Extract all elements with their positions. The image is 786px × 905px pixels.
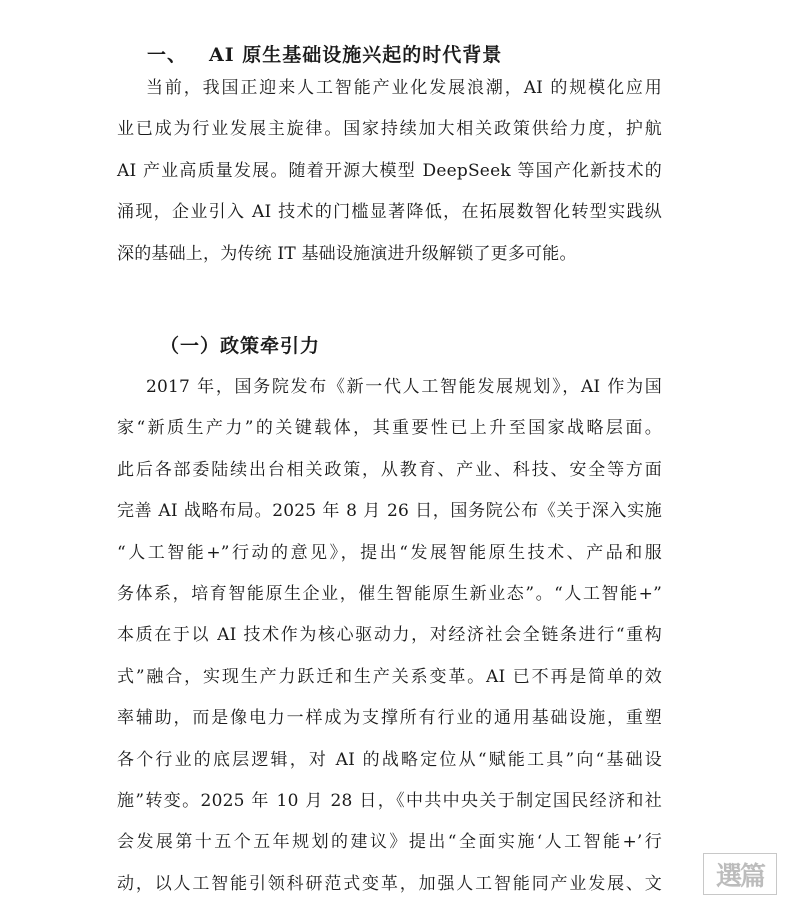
subsection-heading: （一）政策牵引力 (160, 335, 321, 357)
paragraph-line: 2017 年，国务院发布《新一代人工智能发展规划》，AI 作为国 (146, 377, 662, 397)
paragraph-line: “人工智能+”行动的意见》，提出“发展智能原生技术、产品和服 (117, 542, 662, 563)
paragraph-line: 家“新质生产力”的关键载体，其重要性已上升至国家战略层面。 (117, 418, 662, 439)
paragraph-line: 率辅助，而是像电力一样成为支撑所有行业的通用基础设施，重塑 (117, 708, 662, 729)
paragraph-line: 式”融合，实现生产力跃迁和生产关系变革。AI 已不再是简单的效 (117, 666, 662, 687)
section-title: AI 原生基础设施兴起的时代背景 (209, 44, 503, 66)
paragraph-line: 会发展第十五个五年规划的建议》提出“全面实施‘人工智能+’行 (117, 832, 662, 853)
paragraph-line: 业已成为行业发展主旋律。国家持续加大相关政策供给力度，护航 (117, 119, 662, 140)
policy-paragraph (117, 367, 662, 905)
paragraph-line: 完善 AI 战略布局。2025 年 8 月 26 日，国务院公布《关于深入实施 (117, 501, 662, 522)
paragraph-line: 此后各部委陆续出台相关政策，从教育、产业、科技、安全等方面 (117, 459, 662, 480)
paragraph-line: 深的基础上，为传统 IT 基础设施演进升级解锁了更多可能。 (117, 243, 577, 264)
watermark-logo: 選篇 (703, 853, 777, 895)
intro-paragraph (117, 68, 662, 275)
paragraph-line: 各个行业的底层逻辑，对 AI 的战略定位从“赋能工具”向“基础设 (117, 749, 662, 770)
paragraph-line: 涌现，企业引入 AI 技术的门槛显著降低，在拓展数智化转型实践纵 (117, 202, 662, 223)
paragraph-line: 动，以人工智能引领科研范式变革，加强人工智能同产业发展、文 (117, 873, 662, 894)
section-heading (147, 40, 502, 67)
paragraph-line: 务体系，培育智能原生企业，催生智能原生新业态”。“人工智能+” (117, 583, 662, 604)
paragraph-line: 本质在于以 AI 技术作为核心驱动力，对经济社会全链条进行“重构 (117, 625, 662, 646)
paragraph-line: AI 产业高质量发展。随着开源大模型 DeepSeek 等国产化新技术的 (117, 160, 662, 181)
section-number: 一、 (147, 44, 188, 66)
paragraph-line: 施”转变。2025 年 10 月 28 日，《中共中央关于制定国民经济和社 (117, 790, 662, 811)
paragraph-line: 当前，我国正迎来人工智能产业化发展浪潮，AI 的规模化应用 (146, 78, 662, 98)
